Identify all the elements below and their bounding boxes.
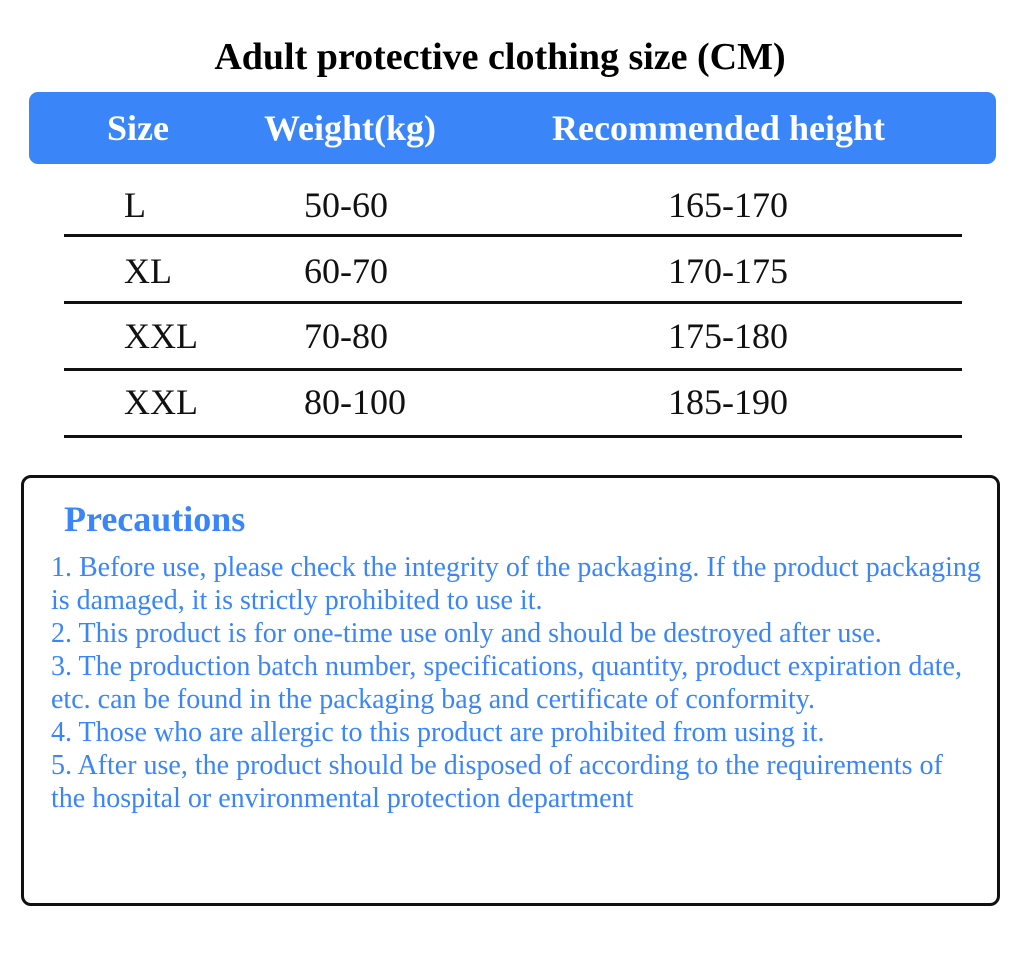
- cell-weight: 80-100: [304, 382, 406, 422]
- precaution-item: 1. Before use, please check the integrity of the packaging. If the product packaging is damaged, it is strictly prohibited to use it.: [51, 552, 981, 616]
- precautions-box: [21, 475, 1000, 906]
- table-row: [0, 238, 1025, 304]
- precaution-item: 3. The production batch number, specifications, quantity, product expiration date, etc. can be found in the packaging bag and certificate of conformity.: [51, 651, 962, 715]
- cell-height: 165-170: [668, 185, 788, 225]
- table-header: [29, 92, 996, 164]
- cell-size: XXL: [124, 382, 198, 422]
- table-row: [0, 369, 1025, 435]
- cell-weight: 70-80: [304, 316, 388, 356]
- table-row: [0, 172, 1025, 238]
- header-weight: Weight(kg): [264, 108, 437, 148]
- cell-size: XL: [124, 251, 172, 291]
- precautions-list: [51, 551, 981, 815]
- row-divider: [64, 435, 962, 438]
- precaution-item: 2. This product is for one-time use only and should be destroyed after use.: [51, 618, 882, 649]
- cell-height: 170-175: [668, 251, 788, 291]
- precaution-item: 4. Those who are allergic to this product are prohibited from using it.: [51, 717, 825, 748]
- precautions-title: Precautions: [64, 499, 246, 539]
- header-size: Size: [107, 108, 169, 148]
- table-row: [0, 303, 1025, 369]
- cell-weight: 50-60: [304, 185, 388, 225]
- header-recommended-height: Recommended height: [552, 108, 885, 148]
- page-title: Adult protective clothing size (CM): [214, 36, 786, 78]
- row-divider: [64, 234, 962, 237]
- cell-height: 175-180: [668, 316, 788, 356]
- cell-size: L: [124, 185, 146, 225]
- precaution-item: 5. After use, the product should be disposed of according to the requirements of the hospital or environmental protection department: [51, 750, 943, 814]
- cell-weight: 60-70: [304, 251, 388, 291]
- cell-height: 185-190: [668, 382, 788, 422]
- cell-size: XXL: [124, 316, 198, 356]
